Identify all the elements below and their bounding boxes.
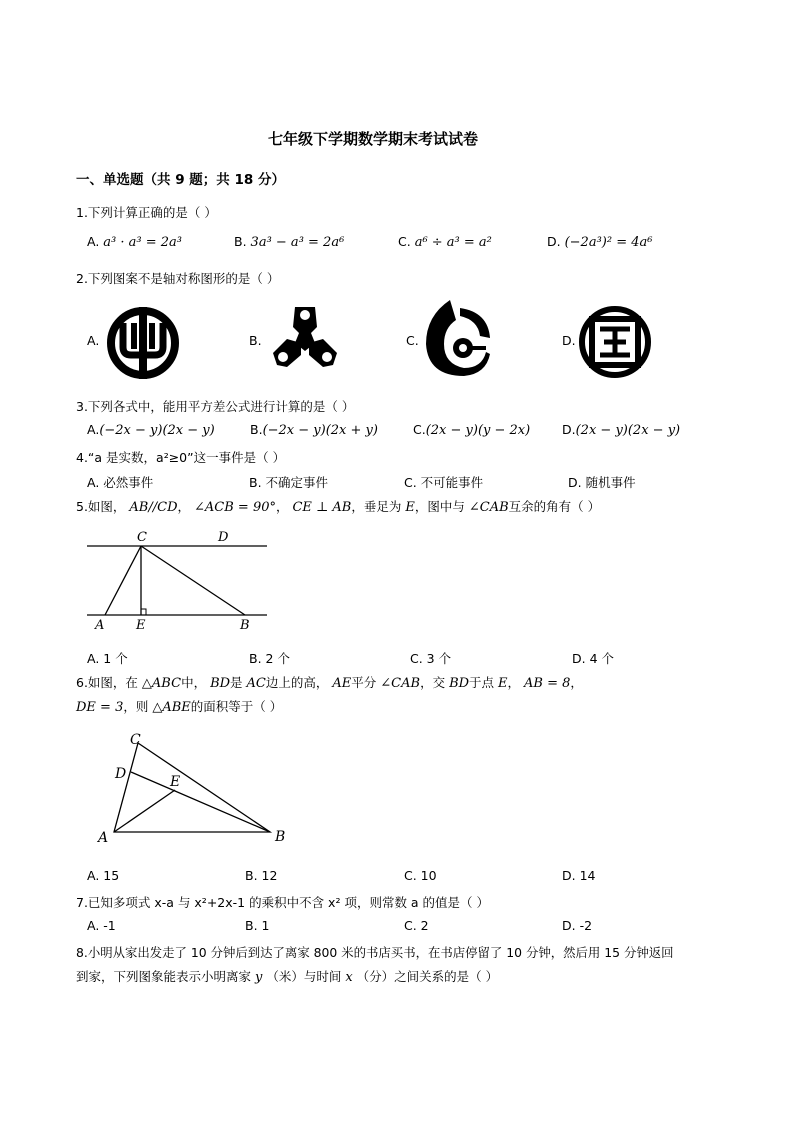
q8-text: 到家，下列图象能表示小明离家 (76, 969, 252, 984)
bank-logo-c-icon (420, 298, 500, 380)
q4-option-c: C. 不可能事件 (404, 475, 484, 490)
q8-math: x (345, 970, 353, 985)
q6-text: 平分 (351, 675, 377, 690)
segment-ca (105, 546, 141, 615)
bank-logo-a-icon (103, 303, 183, 383)
option-math: (2x − y)(2x − y) (575, 423, 681, 438)
label-b: B (275, 829, 286, 845)
option-label: C. (413, 422, 426, 437)
segment-bd (131, 772, 270, 832)
q2-option-b-label: B. (249, 333, 262, 348)
q6-text: 是 (230, 675, 243, 690)
q1-option-b (234, 234, 344, 250)
q4-option-b: B. 不确定事件 (249, 475, 329, 490)
label-a: A (95, 618, 105, 633)
q2-option-a-label: A. (87, 333, 100, 348)
q1-stem: 1.下列计算正确的是（ ） (76, 205, 217, 220)
q6-stem-line2 (76, 697, 282, 715)
q3-option-c (413, 422, 530, 438)
label-d: D (218, 530, 229, 545)
q5-math: ∠ACB = 90° (194, 500, 276, 515)
option-label: B. (250, 422, 263, 437)
q2-option-c-label: C. (406, 333, 419, 348)
q5-text: ， (275, 499, 289, 514)
q6-geometry-figure (95, 728, 295, 848)
option-math: (−2a³)² = 4a⁶ (564, 235, 653, 250)
q6-math: △ABE (152, 700, 191, 715)
q6-math: E (498, 676, 508, 691)
q7-option-d: D. -2 (562, 918, 593, 933)
q7-option-a: A. -1 (87, 918, 116, 933)
option-math: (2x − y)(y − 2x) (425, 423, 531, 438)
option-label: A. (87, 422, 100, 437)
q1-option-a (87, 234, 182, 250)
q6-math: BD (210, 676, 231, 691)
q4-option-d: D. 随机事件 (568, 475, 636, 490)
q6-text: ， (570, 675, 583, 690)
bank-logo-b-icon (265, 303, 345, 383)
q8-text: （分）之间关系的是（ ） (356, 969, 499, 984)
triangle-abc (114, 743, 270, 832)
q8-text: （米）与时间 (266, 969, 342, 984)
q5-math: ∠CAB (468, 500, 509, 515)
label-b: B (240, 618, 250, 633)
q6-option-d: D. 14 (562, 868, 596, 883)
q1-option-d (547, 234, 652, 250)
bank-logo-d-icon (578, 305, 652, 379)
option-math: a³ · a³ = 2a³ (103, 235, 183, 250)
q3-option-b (250, 422, 378, 438)
q3-option-d (562, 422, 680, 438)
segment-cb (141, 546, 245, 615)
label-c: C (130, 732, 141, 748)
page-title: 七年级下学期数学期末考试试卷 (268, 130, 479, 148)
q5-text: ， (177, 499, 191, 514)
q5-math: CE ⊥ AB (292, 500, 352, 515)
option-math: a⁶ ÷ a³ = a² (414, 235, 492, 250)
q6-math: AB = 8 (524, 676, 571, 691)
q8-stem-line2 (76, 967, 498, 985)
q6-text: 中， (181, 675, 207, 690)
q6-option-b: B. 12 (245, 868, 278, 883)
q6-text: 6.如图，在 (76, 675, 138, 690)
section-heading: 一、单选题（共 9 题；共 18 分） (76, 172, 285, 188)
q5-text: 5.如图， (76, 499, 126, 514)
q3-option-a (87, 422, 215, 438)
q7-stem: 7.已知多项式 x-a 与 x²+2x-1 的乘积中不含 x² 项，则常数 a 的值是（ ） (76, 895, 490, 910)
q5-option-a: A. 1 个 (87, 651, 128, 666)
q6-option-c: C. 10 (404, 868, 437, 883)
option-label: A. (87, 234, 100, 249)
q8-stem-line1: 8.小明从家出发走了 10 分钟后到达了离家 800 米的书店买书，在书店停留了 10 分钟，然后用 15 分钟返回 (76, 945, 674, 960)
q6-stem-line1 (76, 673, 583, 691)
q6-text: ，则 (123, 699, 149, 714)
q5-math: AB//CD (129, 500, 178, 515)
q2-stem: 2.下列图案不是轴对称图形的是（ ） (76, 271, 280, 286)
q6-math: AC (246, 676, 266, 691)
q6-math: △ABC (141, 676, 182, 691)
q5-math: E (405, 500, 415, 515)
q6-math: BD (449, 676, 470, 691)
label-e: E (170, 774, 181, 790)
q5-option-d: D. 4 个 (572, 651, 614, 666)
q6-math: AE (332, 676, 352, 691)
q5-text: 互余的角有（ ） (508, 499, 601, 514)
option-label: B. (234, 234, 247, 249)
q6-text: ，交 (420, 675, 446, 690)
q4-option-a: A. 必然事件 (87, 475, 154, 490)
label-e: E (136, 618, 146, 633)
q5-stem (76, 497, 600, 515)
q5-option-c: C. 3 个 (410, 651, 452, 666)
option-math: 3a³ − a³ = 2a⁶ (250, 235, 345, 250)
label-a: A (98, 830, 109, 846)
q6-math: ∠CAB (380, 676, 421, 691)
option-label: D. (547, 234, 561, 249)
q7-option-b: B. 1 (245, 918, 270, 933)
q6-text: ， (507, 675, 521, 690)
q6-option-a: A. 15 (87, 868, 120, 883)
q5-text: ，图中与 (414, 499, 465, 514)
label-c: C (137, 530, 147, 545)
q4-stem: 4.“a 是实数，a²≥0”这一事件是（ ） (76, 450, 286, 465)
q7-option-c: C. 2 (404, 918, 429, 933)
q2-option-d-label: D. (562, 333, 576, 348)
label-d: D (115, 766, 127, 782)
option-math: (−2x − y)(2x + y) (262, 423, 378, 438)
right-angle-mark (141, 609, 146, 615)
q5-text: ，垂足为 (351, 499, 402, 514)
q6-text: 于点 (469, 675, 495, 690)
q6-math: DE = 3 (76, 700, 124, 715)
option-label: C. (398, 234, 411, 249)
q8-math: y (255, 970, 263, 985)
q6-text: 的面积等于（ ） (190, 699, 283, 714)
q1-option-c (398, 234, 492, 250)
q6-text: 边上的高， (265, 675, 329, 690)
option-math: (−2x − y)(2x − y) (99, 423, 215, 438)
option-label: D. (562, 422, 576, 437)
q3-stem: 3.下列各式中，能用平方差公式进行计算的是（ ） (76, 399, 355, 414)
q5-geometry-figure (85, 525, 275, 635)
q5-option-b: B. 2 个 (249, 651, 290, 666)
